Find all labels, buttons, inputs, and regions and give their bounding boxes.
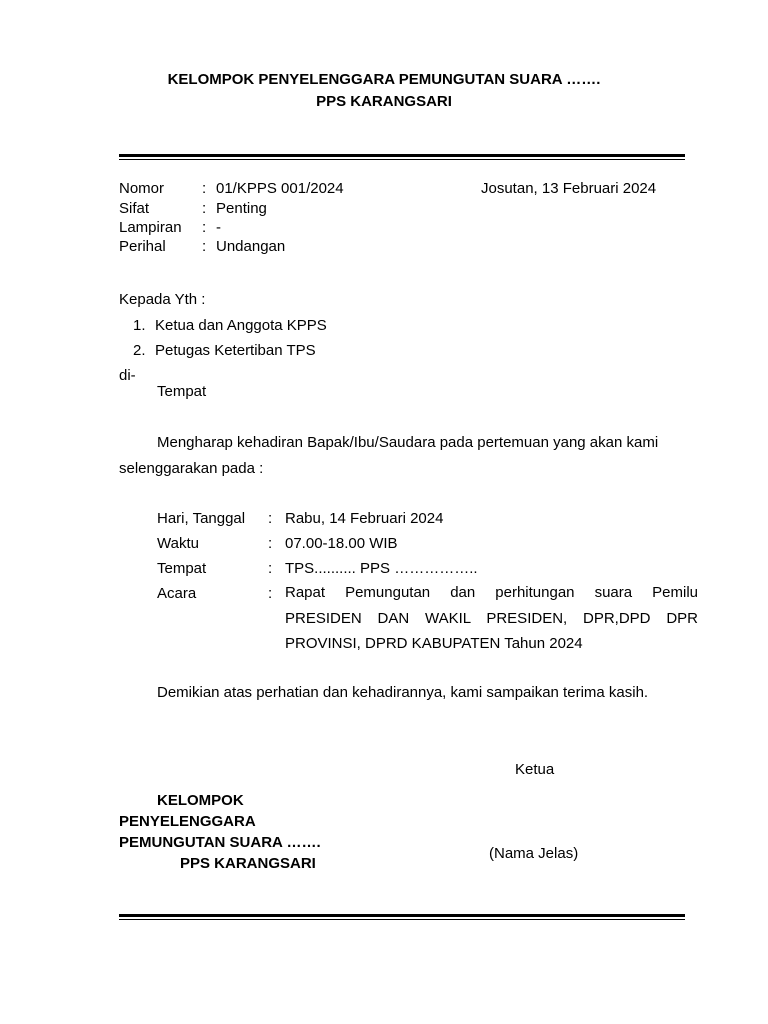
- waktu-separator: :: [268, 535, 273, 552]
- recipient-item-2: Petugas Ketertiban TPS: [155, 342, 316, 359]
- lampiran-label: Lampiran: [119, 219, 182, 236]
- signature-org-line-4: PPS KARANGSARI: [180, 855, 316, 872]
- recipient-num-2: 2.: [133, 342, 146, 359]
- greeting: Kepada Yth :: [119, 291, 206, 308]
- place-date: Josutan, 13 Februari 2024: [481, 180, 657, 197]
- tempat-acara-label: Tempat: [157, 560, 207, 577]
- hari-separator: :: [268, 510, 273, 527]
- signature-name: (Nama Jelas): [489, 845, 579, 862]
- nomor-value: 01/KPPS 001/2024: [216, 180, 344, 197]
- tempat-acara-separator: :: [268, 560, 273, 577]
- sifat-label: Sifat: [119, 200, 150, 217]
- footer-divider: [119, 914, 685, 920]
- acara-label: Acara: [157, 585, 197, 602]
- tempat-acara-value: TPS.......... PPS ……………..: [285, 560, 478, 577]
- intro-line-1: Mengharap kehadiran Bapak/Ibu/Saudara pada pertemuan yang akan kami: [157, 434, 659, 451]
- acara-separator: :: [268, 585, 273, 602]
- header-divider: [119, 154, 685, 160]
- hari-value: Rabu, 14 Februari 2024: [285, 510, 444, 527]
- acara-line-2: PRESIDEN DAN WAKIL PRESIDEN, DPR,DPD DPR: [285, 609, 698, 627]
- perihal-value: Undangan: [216, 238, 286, 255]
- signature-org-line-1: KELOMPOK: [157, 792, 244, 809]
- waktu-value: 07.00-18.00 WIB: [285, 535, 398, 552]
- acara-line-3: PROVINSI, DPRD KABUPATEN Tahun 2024: [285, 635, 583, 652]
- letterhead-subtitle: PPS KARANGSARI: [316, 93, 452, 110]
- perihal-label: Perihal: [119, 238, 166, 255]
- di-label: di-: [119, 367, 136, 384]
- lampiran-value: -: [216, 219, 221, 236]
- recipient-item-1: Ketua dan Anggota KPPS: [155, 317, 327, 334]
- closing-text: Demikian atas perhatian dan kehadirannya, kami sampaikan terima kasih.: [157, 684, 649, 701]
- lampiran-separator: :: [202, 219, 207, 236]
- nomor-label: Nomor: [119, 180, 165, 197]
- sifat-separator: :: [202, 200, 207, 217]
- signature-role: Ketua: [515, 761, 555, 778]
- nomor-separator: :: [202, 180, 207, 197]
- waktu-label: Waktu: [157, 535, 199, 552]
- sifat-value: Penting: [216, 200, 267, 217]
- tempat-label: Tempat: [157, 383, 207, 400]
- intro-line-2: selenggarakan pada :: [119, 460, 264, 477]
- acara-line-1: Rapat Pemungutan dan perhitungan suara Pemilu: [285, 584, 698, 601]
- recipient-num-1: 1.: [133, 317, 146, 334]
- acara-description: [285, 580, 698, 657]
- signature-org-line-3: PEMUNGUTAN SUARA …….: [119, 834, 321, 851]
- letterhead-title: KELOMPOK PENYELENGGARA PEMUNGUTAN SUARA …….: [167, 71, 601, 88]
- perihal-separator: :: [202, 238, 207, 255]
- hari-label: Hari, Tanggal: [157, 510, 246, 527]
- signature-org-line-2: PENYELENGGARA: [119, 813, 256, 830]
